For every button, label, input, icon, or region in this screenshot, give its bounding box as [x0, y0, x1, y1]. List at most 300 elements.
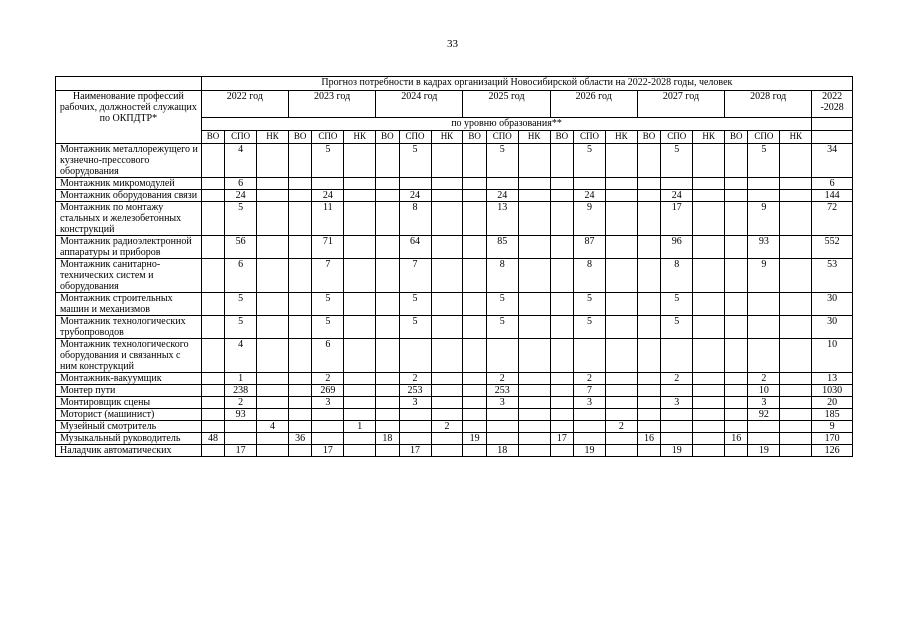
profession-name-cell: Монтажник санитарно-технических систем и оборудования [56, 259, 202, 293]
value-cell [376, 144, 399, 178]
value-cell [574, 409, 606, 421]
value-cell [574, 421, 606, 433]
value-cell [376, 259, 399, 293]
total-cell: 144 [812, 190, 853, 202]
value-cell [574, 339, 606, 373]
value-cell: 18 [376, 433, 399, 445]
value-cell [780, 236, 812, 259]
value-cell: 5 [486, 316, 518, 339]
value-cell [518, 339, 550, 373]
value-cell [344, 293, 376, 316]
profession-name-cell: Наладчик автоматических [56, 445, 202, 457]
value-cell [637, 202, 660, 236]
value-cell [463, 397, 486, 409]
education-sublevel-header: СПО [399, 131, 431, 144]
value-cell: 4 [225, 144, 257, 178]
value-cell: 71 [312, 236, 344, 259]
value-cell: 1 [225, 373, 257, 385]
value-cell: 3 [312, 397, 344, 409]
value-cell: 92 [748, 409, 780, 421]
value-cell [344, 339, 376, 373]
value-cell [518, 178, 550, 190]
value-cell: 5 [399, 144, 431, 178]
value-cell [637, 190, 660, 202]
value-cell: 24 [661, 190, 693, 202]
value-cell [344, 236, 376, 259]
total-cell: 30 [812, 293, 853, 316]
value-cell [257, 144, 289, 178]
value-cell: 85 [486, 236, 518, 259]
value-cell [748, 316, 780, 339]
education-sublevel-header: СПО [661, 131, 693, 144]
value-cell [693, 236, 725, 259]
value-cell [637, 144, 660, 178]
value-cell [312, 409, 344, 421]
value-cell [257, 259, 289, 293]
value-cell [725, 293, 748, 316]
value-cell [431, 144, 463, 178]
value-cell [780, 144, 812, 178]
value-cell [201, 409, 224, 421]
value-cell [288, 259, 311, 293]
education-sublevel-header: НК [780, 131, 812, 144]
value-cell [288, 293, 311, 316]
value-cell: 238 [225, 385, 257, 397]
value-cell [518, 445, 550, 457]
value-cell [288, 190, 311, 202]
value-cell [463, 190, 486, 202]
table-row [56, 409, 853, 421]
value-cell [288, 421, 311, 433]
value-cell [748, 293, 780, 316]
value-cell [431, 202, 463, 236]
value-cell [780, 373, 812, 385]
value-cell [288, 202, 311, 236]
empty-corner-cell [56, 77, 202, 91]
value-cell: 19 [661, 445, 693, 457]
value-cell [693, 293, 725, 316]
value-cell [344, 202, 376, 236]
value-cell [518, 316, 550, 339]
value-cell [550, 373, 573, 385]
value-cell [288, 236, 311, 259]
value-cell [725, 397, 748, 409]
value-cell [780, 316, 812, 339]
value-cell [376, 445, 399, 457]
value-cell [518, 202, 550, 236]
education-sublevel-header: НК [693, 131, 725, 144]
value-cell [344, 316, 376, 339]
value-cell: 17 [225, 445, 257, 457]
value-cell [344, 433, 376, 445]
value-cell: 2 [605, 421, 637, 433]
value-cell [376, 293, 399, 316]
value-cell: 2 [661, 373, 693, 385]
education-sublevel-header: ВО [201, 131, 224, 144]
value-cell: 5 [225, 202, 257, 236]
value-cell [376, 202, 399, 236]
value-cell [605, 259, 637, 293]
value-cell [431, 236, 463, 259]
table-row [56, 339, 853, 373]
value-cell: 7 [574, 385, 606, 397]
education-sublevel-header: НК [431, 131, 463, 144]
year-header: 2022 год [201, 91, 288, 118]
value-cell [780, 259, 812, 293]
value-cell [463, 178, 486, 190]
value-cell [605, 397, 637, 409]
value-cell [518, 293, 550, 316]
value-cell [344, 178, 376, 190]
value-cell [201, 445, 224, 457]
value-cell [312, 433, 344, 445]
profession-name-cell: Монтировщик сцены [56, 397, 202, 409]
value-cell [725, 339, 748, 373]
value-cell [518, 421, 550, 433]
value-cell [376, 178, 399, 190]
value-cell: 87 [574, 236, 606, 259]
value-cell [748, 433, 780, 445]
value-cell [637, 339, 660, 373]
value-cell [201, 259, 224, 293]
empty-header-cell [812, 131, 853, 144]
value-cell [550, 385, 573, 397]
value-cell [725, 373, 748, 385]
value-cell: 5 [661, 293, 693, 316]
value-cell [257, 409, 289, 421]
value-cell [257, 293, 289, 316]
value-cell [550, 445, 573, 457]
value-cell [725, 421, 748, 433]
value-cell [201, 178, 224, 190]
value-cell [376, 373, 399, 385]
table-super-header-row [56, 77, 853, 91]
value-cell [376, 190, 399, 202]
total-cell: 170 [812, 433, 853, 445]
value-cell [605, 373, 637, 385]
education-sublevel-header: НК [605, 131, 637, 144]
value-cell [312, 178, 344, 190]
value-cell [463, 409, 486, 421]
value-cell: 17 [399, 445, 431, 457]
value-cell [344, 259, 376, 293]
value-cell [344, 385, 376, 397]
education-sublevel-header: ВО [550, 131, 573, 144]
value-cell [431, 259, 463, 293]
value-cell: 3 [748, 397, 780, 409]
value-cell [780, 178, 812, 190]
value-cell [780, 293, 812, 316]
value-cell [725, 409, 748, 421]
value-cell [725, 385, 748, 397]
value-cell [605, 190, 637, 202]
value-cell: 17 [312, 445, 344, 457]
profession-name-cell: Монтажник по монтажу стальных и железобетонных конструкций [56, 202, 202, 236]
value-cell [463, 421, 486, 433]
value-cell [605, 202, 637, 236]
name-column-header: Наименование профессий рабочих, должностей служащих по ОКПДТР* [56, 91, 202, 144]
value-cell [637, 293, 660, 316]
table-row [56, 433, 853, 445]
education-sublevel-header: НК [257, 131, 289, 144]
value-cell: 2 [486, 373, 518, 385]
value-cell [550, 202, 573, 236]
value-cell [201, 373, 224, 385]
value-cell [637, 385, 660, 397]
value-cell [518, 259, 550, 293]
value-cell: 24 [486, 190, 518, 202]
value-cell: 5 [225, 293, 257, 316]
value-cell: 48 [201, 433, 224, 445]
value-cell [463, 293, 486, 316]
value-cell [780, 409, 812, 421]
value-cell [725, 178, 748, 190]
value-cell [288, 397, 311, 409]
total-cell: 72 [812, 202, 853, 236]
table-row [56, 190, 853, 202]
value-cell [550, 293, 573, 316]
value-cell [376, 236, 399, 259]
education-sublevel-header: НК [344, 131, 376, 144]
value-cell [288, 339, 311, 373]
year-header: 2026 год [550, 91, 637, 118]
profession-name-cell: Монтажник строительных машин и механизмов [56, 293, 202, 316]
table-row [56, 202, 853, 236]
value-cell [693, 144, 725, 178]
value-cell [463, 236, 486, 259]
value-cell: 5 [574, 144, 606, 178]
value-cell: 7 [399, 259, 431, 293]
value-cell: 6 [225, 178, 257, 190]
value-cell [201, 421, 224, 433]
value-cell: 9 [574, 202, 606, 236]
value-cell [376, 397, 399, 409]
value-cell [288, 409, 311, 421]
value-cell: 5 [312, 316, 344, 339]
value-cell [550, 144, 573, 178]
value-cell [637, 236, 660, 259]
profession-name-cell: Монтажник-вакуумщик [56, 373, 202, 385]
value-cell [780, 445, 812, 457]
value-cell [201, 385, 224, 397]
value-cell [518, 373, 550, 385]
value-cell [574, 178, 606, 190]
value-cell: 96 [661, 236, 693, 259]
page-number: 33 [447, 38, 458, 50]
profession-name-cell: Монтажник оборудования связи [56, 190, 202, 202]
education-sublevel-header: СПО [748, 131, 780, 144]
table-row [56, 178, 853, 190]
value-cell [605, 236, 637, 259]
value-cell: 9 [748, 259, 780, 293]
value-cell [605, 339, 637, 373]
value-cell [431, 339, 463, 373]
value-cell: 5 [225, 316, 257, 339]
value-cell [431, 433, 463, 445]
value-cell: 4 [257, 421, 289, 433]
total-cell: 30 [812, 316, 853, 339]
value-cell [780, 190, 812, 202]
profession-name-cell: Музыкальный руководитель [56, 433, 202, 445]
value-cell [725, 445, 748, 457]
education-sublevel-header: СПО [486, 131, 518, 144]
value-cell: 2 [431, 421, 463, 433]
value-cell: 24 [574, 190, 606, 202]
value-cell [637, 178, 660, 190]
value-cell [225, 421, 257, 433]
value-cell: 16 [725, 433, 748, 445]
value-cell [288, 373, 311, 385]
value-cell [550, 409, 573, 421]
value-cell: 5 [399, 293, 431, 316]
profession-name-cell: Музейный смотритель [56, 421, 202, 433]
value-cell [486, 433, 518, 445]
value-cell [344, 397, 376, 409]
value-cell: 6 [312, 339, 344, 373]
value-cell [463, 445, 486, 457]
value-cell [431, 385, 463, 397]
table-row [56, 445, 853, 457]
value-cell [344, 373, 376, 385]
empty-header-cell [812, 118, 853, 131]
value-cell: 19 [463, 433, 486, 445]
value-cell [605, 409, 637, 421]
value-cell [376, 385, 399, 397]
value-cell [780, 385, 812, 397]
total-cell: 185 [812, 409, 853, 421]
total-cell: 34 [812, 144, 853, 178]
value-cell [225, 433, 257, 445]
forecast-table [55, 76, 853, 457]
value-cell [605, 433, 637, 445]
value-cell [661, 409, 693, 421]
value-cell [605, 178, 637, 190]
value-cell [431, 178, 463, 190]
value-cell [312, 421, 344, 433]
value-cell [693, 397, 725, 409]
table-row [56, 293, 853, 316]
value-cell [693, 409, 725, 421]
value-cell: 5 [312, 144, 344, 178]
table-row [56, 421, 853, 433]
value-cell [725, 259, 748, 293]
value-cell [693, 316, 725, 339]
value-cell [486, 339, 518, 373]
value-cell [518, 385, 550, 397]
value-cell [550, 259, 573, 293]
value-cell: 24 [225, 190, 257, 202]
value-cell [518, 144, 550, 178]
value-cell [344, 190, 376, 202]
value-cell [344, 144, 376, 178]
table-year-header-row [56, 91, 853, 118]
total-cell: 6 [812, 178, 853, 190]
value-cell: 5 [486, 144, 518, 178]
value-cell [780, 397, 812, 409]
value-cell [605, 293, 637, 316]
value-cell [661, 385, 693, 397]
value-cell: 9 [748, 202, 780, 236]
value-cell [257, 445, 289, 457]
value-cell [550, 178, 573, 190]
year-header: 2027 год [637, 91, 724, 118]
value-cell [550, 236, 573, 259]
value-cell: 64 [399, 236, 431, 259]
value-cell [399, 339, 431, 373]
value-cell [257, 236, 289, 259]
value-cell [376, 409, 399, 421]
value-cell: 253 [399, 385, 431, 397]
education-level-header: по уровню образования** [201, 118, 812, 131]
total-cell: 20 [812, 397, 853, 409]
value-cell: 11 [312, 202, 344, 236]
value-cell [257, 373, 289, 385]
value-cell [463, 339, 486, 373]
value-cell [344, 409, 376, 421]
total-cell: 1030 [812, 385, 853, 397]
profession-name-cell: Монтажник металлорежущего и кузнечно-прессового оборудования [56, 144, 202, 178]
value-cell [201, 397, 224, 409]
value-cell [431, 397, 463, 409]
total-cell: 13 [812, 373, 853, 385]
value-cell [257, 397, 289, 409]
table-row [56, 144, 853, 178]
value-cell: 17 [550, 433, 573, 445]
value-cell: 7 [312, 259, 344, 293]
value-cell [518, 190, 550, 202]
value-cell [637, 397, 660, 409]
value-cell [725, 144, 748, 178]
value-cell [725, 202, 748, 236]
value-cell [201, 339, 224, 373]
value-cell [748, 190, 780, 202]
profession-name-cell: Моторист (машинист) [56, 409, 202, 421]
value-cell [399, 409, 431, 421]
value-cell [637, 421, 660, 433]
value-cell: 5 [661, 316, 693, 339]
value-cell [486, 178, 518, 190]
value-cell [574, 433, 606, 445]
value-cell [376, 339, 399, 373]
value-cell [431, 190, 463, 202]
value-cell: 3 [399, 397, 431, 409]
year-header: 2025 год [463, 91, 550, 118]
value-cell: 8 [661, 259, 693, 293]
value-cell [748, 178, 780, 190]
value-cell: 93 [748, 236, 780, 259]
value-cell [201, 236, 224, 259]
value-cell [725, 236, 748, 259]
total-cell: 126 [812, 445, 853, 457]
value-cell [637, 259, 660, 293]
value-cell [376, 316, 399, 339]
value-cell [605, 316, 637, 339]
value-cell [288, 445, 311, 457]
education-sublevel-header: ВО [376, 131, 399, 144]
value-cell [201, 144, 224, 178]
value-cell [201, 293, 224, 316]
profession-name-cell: Монтажник технологического оборудования и связанных с ним конструкций [56, 339, 202, 373]
value-cell: 56 [225, 236, 257, 259]
value-cell [605, 445, 637, 457]
table-row [56, 397, 853, 409]
value-cell: 1 [344, 421, 376, 433]
value-cell [661, 339, 693, 373]
value-cell [661, 178, 693, 190]
value-cell [748, 421, 780, 433]
value-cell: 5 [399, 316, 431, 339]
total-cell: 9 [812, 421, 853, 433]
